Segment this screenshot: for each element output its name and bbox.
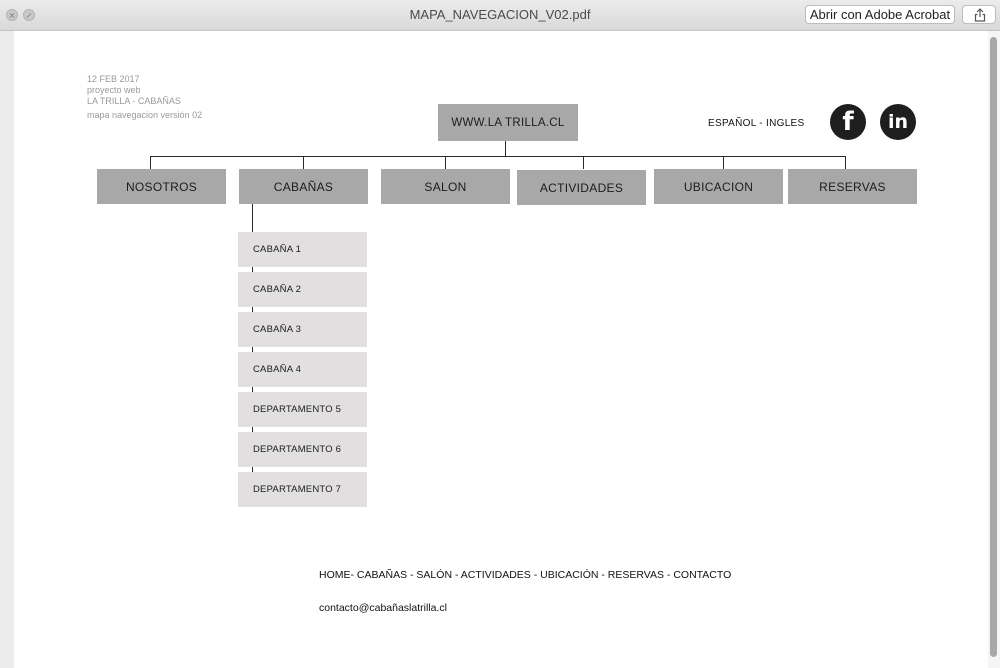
subpage-item: CABAÑA 1 xyxy=(238,232,367,267)
meta-date: 12 FEB 2017 xyxy=(87,74,140,84)
connector-reservas xyxy=(845,156,846,169)
subpage-item: CABAÑA 4 xyxy=(238,352,367,387)
scrollbar[interactable] xyxy=(988,31,1000,668)
subpage-item: CABAÑA 2 xyxy=(238,272,367,307)
facebook-icon[interactable]: f xyxy=(830,104,866,140)
connector-salon xyxy=(445,156,446,169)
meta-client: LA TRILLA - CABAÑAS xyxy=(87,96,181,106)
root-node: WWW.LA TRILLA.CL xyxy=(438,104,578,141)
window-title: MAPA_NAVEGACION_V02.pdf xyxy=(409,7,591,22)
subpage-item: CABAÑA 3 xyxy=(238,312,367,347)
meta-project: proyecto web xyxy=(87,85,141,95)
horizontal-connector xyxy=(150,156,846,157)
language-switch[interactable]: ESPAÑOL - INGLES xyxy=(708,118,805,129)
nav-actividades: ACTIVIDADES xyxy=(517,170,646,205)
open-with-acrobat-button[interactable]: Abrir con Adobe Acrobat xyxy=(805,5,955,24)
connector-actividades xyxy=(583,156,584,169)
scroll-thumb[interactable] xyxy=(990,37,997,657)
footer-email: contacto@cabañaslatrilla.cl xyxy=(319,602,447,614)
nav-cabanas: CABAÑAS xyxy=(239,169,368,204)
meta-version: mapa navegacion versión 02 xyxy=(87,110,203,120)
title-bar xyxy=(0,0,1000,31)
connector-cabanas xyxy=(303,156,304,169)
nav-reservas: RESERVAS xyxy=(788,169,917,204)
connector-nosotros xyxy=(150,156,151,169)
nav-ubicacion: UBICACION xyxy=(654,169,783,204)
root-connector xyxy=(505,141,506,156)
footer-navigation: HOME- CABAÑAS - SALÓN - ACTIVIDADES - UBICACIÓN - RESERVAS - CONTACTO xyxy=(319,569,732,581)
connector-ubicacion xyxy=(723,156,724,169)
subpage-item: DEPARTAMENTO 7 xyxy=(238,472,367,507)
linkedin-icon[interactable]: in xyxy=(880,104,916,140)
share-button[interactable] xyxy=(962,5,996,24)
nav-nosotros: NOSOTROS xyxy=(97,169,226,204)
pdf-page xyxy=(14,31,988,668)
subpage-item: DEPARTAMENTO 5 xyxy=(238,392,367,427)
subpage-item: DEPARTAMENTO 6 xyxy=(238,432,367,467)
nav-salon: SALON xyxy=(381,169,510,204)
share-icon xyxy=(974,8,986,22)
